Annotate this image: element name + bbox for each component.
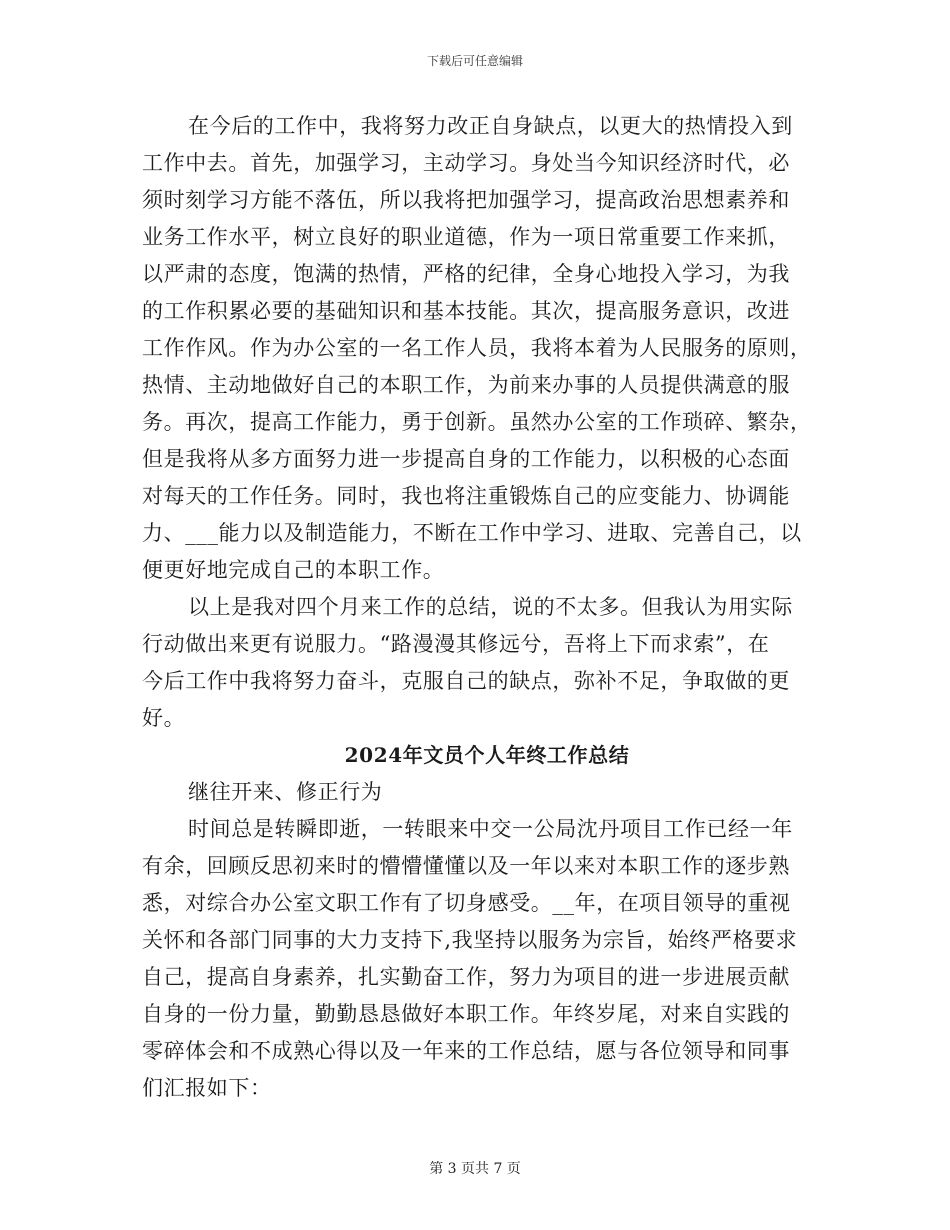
paragraph-line: 以严肃的态度，饱满的热情，严格的纪律，全身心地投入学习，为我 bbox=[142, 262, 790, 286]
subtitle-line: 继往开来、修正行为 bbox=[188, 780, 383, 804]
paragraph-line: 力、___能力以及制造能力，不断在工作中学习、进取、完善自己，以 bbox=[142, 521, 802, 545]
paragraph-line: 但是我将从多方面努力进一步提高自身的工作能力，以积极的心态面 bbox=[142, 447, 790, 471]
paragraph-line: 悉，对综合办公室文职工作有了切身感受。__年，在项目领导的重视 bbox=[142, 891, 791, 915]
paragraph-line: 们汇报如下： bbox=[142, 1076, 272, 1100]
section-title: 2024年文员个人年终工作总结 bbox=[344, 743, 630, 767]
paragraph-line: 今后工作中我将努力奋斗，克服自己的缺点，弥补不足，争取做的更 bbox=[142, 669, 790, 693]
paragraph-line: 零碎体会和不成熟心得以及一年来的工作总结，愿与各位领导和同事 bbox=[142, 1039, 790, 1063]
paragraph-line: 对每天的工作任务。同时，我也将注重锻炼自己的应变能力、协调能 bbox=[142, 484, 790, 508]
document-body bbox=[142, 108, 812, 1107]
paragraph-line: 自己，提高自身素养，扎实勤奋工作，努力为项目的进一步进展贡献 bbox=[142, 965, 790, 989]
paragraph-line: 时间总是转瞬即逝，一转眼来中交一公局沈丹项目工作已经一年 bbox=[188, 817, 793, 841]
paragraph-line: 业务工作水平，树立良好的职业道德，作为一项日常重要工作来抓， bbox=[142, 225, 790, 249]
page-header: 下载后可任意编辑 bbox=[426, 54, 523, 68]
paragraph-line: 自身的一份力量，勤勤恳恳做好本职工作。年终岁尾，对来自实践的 bbox=[142, 1002, 790, 1026]
paragraph-line: 工作作风。作为办公室的一名工作人员，我将本着为人民服务的原则， bbox=[142, 336, 812, 360]
paragraph-line: 行动做出来更有说服力。“路漫漫其修远兮，吾将上下而求索”，在 bbox=[142, 632, 770, 656]
paragraph-line: 好。 bbox=[142, 706, 186, 730]
paragraph-line: 以上是我对四个月来工作的总结，说的不太多。但我认为用实际 bbox=[188, 595, 793, 619]
paragraph-line: 便更好地完成自己的本职工作。 bbox=[142, 558, 445, 582]
paragraph-line: 工作中去。首先，加强学习，主动学习。身处当今知识经济时代，必 bbox=[142, 151, 790, 175]
paragraph-line: 在今后的工作中，我将努力改正自身缺点，以更大的热情投入到 bbox=[188, 114, 793, 138]
paragraph-line: 的工作积累必要的基础知识和基本技能。其次，提高服务意识，改进 bbox=[142, 299, 790, 323]
paragraph-line: 务。再次，提高工作能力，勇于创新。虽然办公室的工作琐碎、繁杂， bbox=[142, 410, 812, 434]
paragraph-line: 热情、主动地做好自己的本职工作，为前来办事的人员提供满意的服 bbox=[142, 373, 790, 397]
paragraph-line: 须时刻学习方能不落伍，所以我将把加强学习，提高政治思想素养和 bbox=[142, 188, 790, 212]
page-footer: 第 3 页共 7 页 bbox=[429, 1161, 521, 1177]
paragraph-line: 有余，回顾反思初来时的懵懵懂懂以及一年以来对本职工作的逐步熟 bbox=[142, 854, 790, 878]
paragraph-line: 关怀和各部门同事的大力支持下,我坚持以服务为宗旨，始终严格要求 bbox=[142, 928, 798, 952]
